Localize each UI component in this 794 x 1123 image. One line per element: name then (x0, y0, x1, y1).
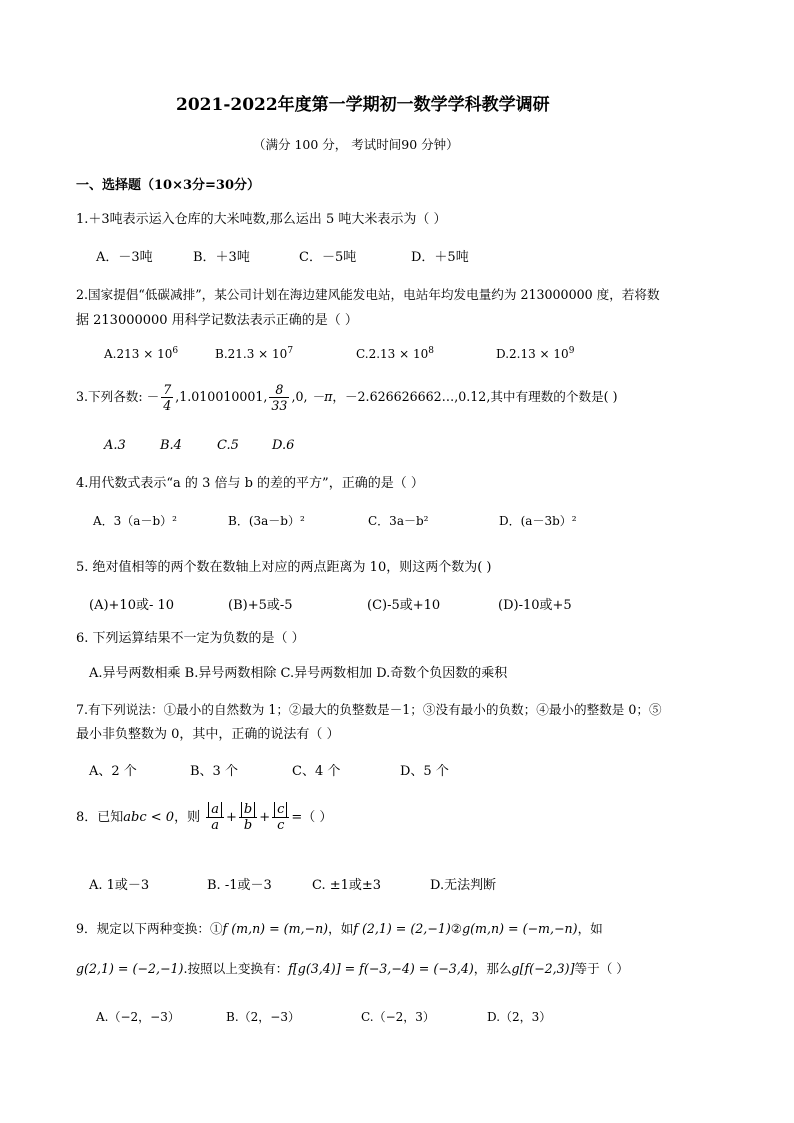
exam-info: （满分 100 分， 考试时间90 分钟） (253, 137, 459, 152)
q8-option-b: B. -1或－3 (207, 878, 272, 893)
q5-option-c: (C)-5或+10 (367, 598, 441, 613)
q5-option-b: (B)+5或-5 (228, 598, 293, 613)
q1-option-a: A．－3吨 (96, 250, 153, 265)
question-7-line-2: 最小非负整数为 0，其中，正确的说法有（ ） (76, 727, 340, 742)
q5-option-d: (D)-10或+5 (498, 598, 572, 613)
fraction-7-4: $\frac{7}{4}$ (163, 382, 172, 413)
q8-option-d: D.无法判断 (430, 878, 497, 893)
q3-option-d: D.6 (272, 438, 295, 453)
q4-option-c: C．3a－b² (368, 514, 429, 528)
q2-option-b: $B.21.3 \times 10^7$ (215, 346, 294, 361)
question-8-text: 8．已知abc < 0，则 $\frac{a}{a}$ + $\frac{b}{b}$ + $\frac{c}{c}$ =（ ） (76, 802, 333, 833)
q9-option-a: A.（−2，−3） (96, 1010, 180, 1024)
section-heading: 一、选择题（10×3分=30分） (76, 178, 261, 193)
q2-option-a: $A.213 \times 10^6$ (104, 346, 179, 361)
q1-option-d: D．＋5吨 (411, 250, 469, 265)
q2-option-c: $C.2.13 \times 10^8$ (356, 346, 434, 361)
fraction-8-33: $\frac{8}{33}$ (271, 382, 288, 413)
question-7-line-1: 7.有下列说法：①最小的自然数为 1；②最大的负整数是－1；③没有最小的负数；④最小的整数是 0；⑤ (76, 702, 662, 717)
q8-option-a: A. 1或－3 (89, 878, 150, 893)
question-3-text: 3.下列各数: － $\frac{7}{4}$ ,1.010010001, $\frac{8}{33}$ ,0, －π，－2.626626662…,0.12,其中有理数的个数是( ) (76, 382, 618, 413)
q1-option-b: B．＋3吨 (193, 250, 250, 265)
q2-option-d: $D.2.13 \times 10^9$ (496, 346, 575, 361)
page-title: 2021-2022年度第一学期初一数学学科教学调研 (176, 95, 550, 115)
question-5-text: 5. 绝对值相等的两个数在数轴上对应的两点距离为 10，则这两个数为( ) (76, 560, 492, 575)
q4-option-d: D．(a－3b）² (499, 514, 577, 528)
fraction-abs-a-over-a: $\frac{a}{a}$ (206, 802, 224, 833)
q5-option-a: (A)+10或- 10 (89, 598, 175, 613)
q7-option-b: B、3 个 (190, 764, 238, 779)
q3-option-a: A.3 (104, 438, 126, 453)
question-2-line-1: 2.国家提倡“低碳减排”，某公司计划在海边建风能发电站，电站年均发电量约为 213000000 度，若将数 (76, 287, 660, 302)
question-6-text: 6. 下列运算结果不一定为负数的是（ ） (76, 631, 305, 646)
q7-option-d: D、5 个 (400, 764, 449, 779)
question-4-text: 4.用代数式表示“a 的 3 倍与 b 的差的平方”，正确的是（ ） (76, 476, 424, 491)
q1-option-c: C．－5吨 (299, 250, 357, 265)
q9-option-b: B.（2，−3） (226, 1010, 300, 1024)
q7-option-a: A、2 个 (89, 764, 137, 779)
q6-options: A.异号两数相乘 B.异号两数相除 C.异号两数相加 D.奇数个负因数的乘积 (89, 666, 508, 681)
question-9-line-1: 9．规定以下两种变换：①f (m,n) = (m,−n)，如f (2,1) = (2,−1)②g(m,n) = (−m,−n)，如 (76, 921, 603, 936)
q4-option-b: B．(3a－b）² (228, 514, 305, 528)
question-2-line-2: 据 213000000 用科学记数法表示正确的是（ ） (76, 313, 358, 328)
q9-option-c: C.（−2，3） (361, 1010, 435, 1024)
fraction-abs-b-over-b: $\frac{b}{b}$ (239, 802, 257, 833)
q3-option-b: B.4 (160, 438, 182, 453)
question-1-text: 1.＋3吨表示运入仓库的大米吨数,那么运出 5 吨大米表示为（ ） (76, 212, 447, 227)
fraction-abs-c-over-c: $\frac{c}{c}$ (272, 802, 289, 833)
q9-option-d: D.（2，3） (487, 1010, 552, 1024)
question-9-line-2: g(2,1) = (−2,−1).按照以上变换有：f[g(3,4)] = f(−3,−4) = (−3,4)，那么g[f(−2,3)]等于（ ） (76, 961, 629, 976)
q4-option-a: A．3（a－b）² (93, 514, 177, 528)
q8-option-c: C. ±1或±3 (312, 878, 382, 893)
q7-option-c: C、4 个 (292, 764, 341, 779)
q3-option-c: C.5 (217, 438, 239, 453)
